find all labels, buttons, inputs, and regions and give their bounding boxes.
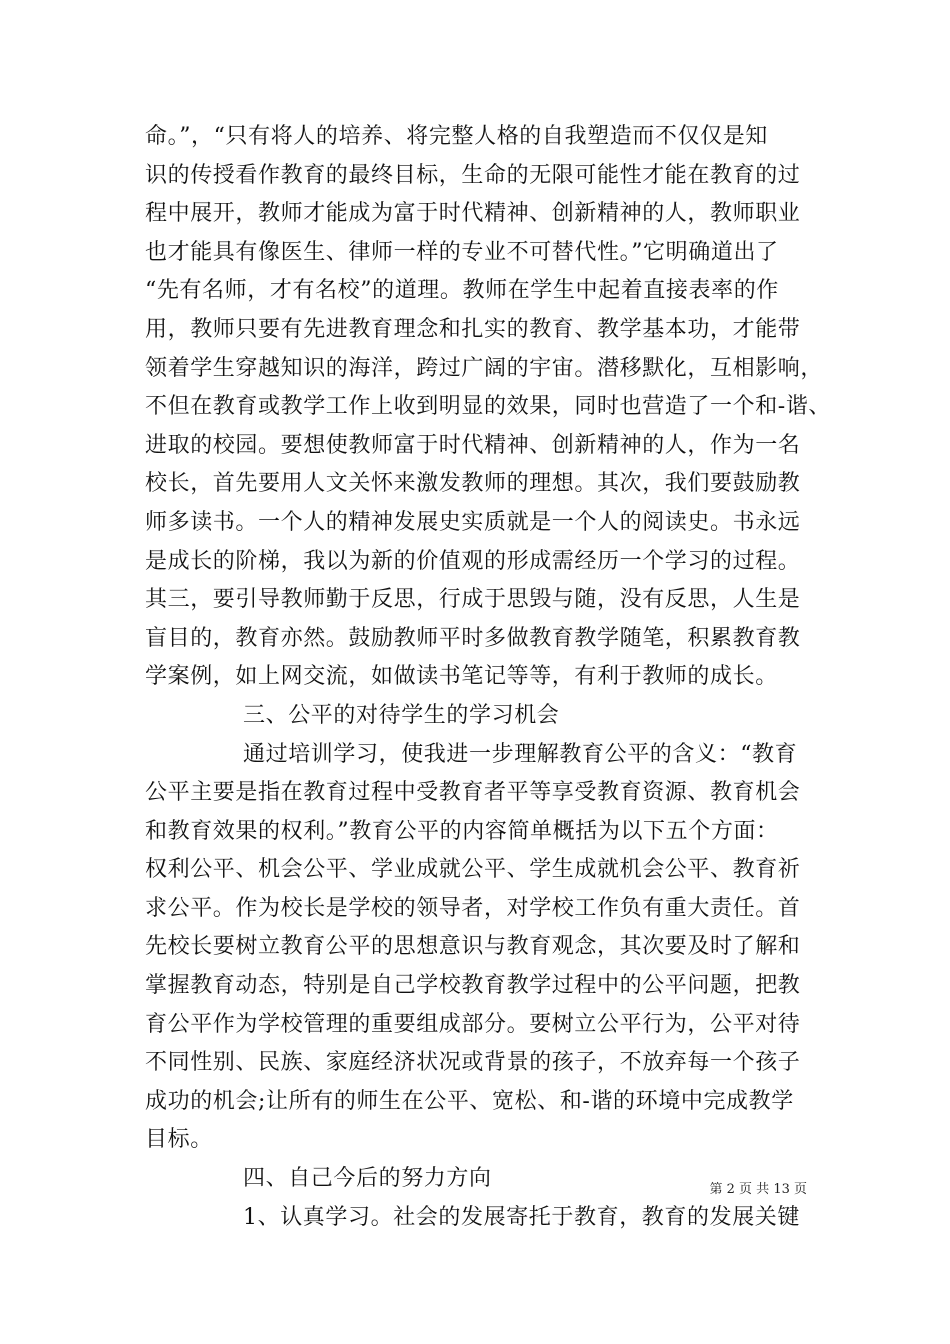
text-line: 程中展开，教师才能成为富于时代精神、创新精神的人，教师职业 bbox=[145, 201, 801, 227]
text-line: 目标。 bbox=[145, 1127, 213, 1153]
text-line: 和教育效果的权利。”教育公平的内容简单概括为以下五个方面： bbox=[145, 818, 779, 844]
text-line: 1、认真学习。社会的发展寄托于教育，教育的发展关键 bbox=[243, 1204, 800, 1230]
text-line: 不同性别、民族、家庭经济状况或背景的孩子，不放弃每一个孩子 bbox=[145, 1050, 801, 1076]
text-line: 通过培训学习，使我进一步理解教育公平的含义：“教育 bbox=[243, 741, 798, 767]
text-line: 不但在教育或教学工作上收到明显的效果，同时也营造了一个和-谐、 bbox=[145, 394, 832, 420]
text-line: 识的传授看作教育的最终目标，生命的无限可能性才能在教育的过 bbox=[145, 162, 801, 188]
body-text bbox=[145, 118, 832, 1237]
text-line: “先有名师，才有名校”的道理。教师在学生中起着直接表率的作 bbox=[145, 278, 779, 304]
text-line: 师多读书。一个人的精神发展史实质就是一个人的阅读史。书永远 bbox=[145, 509, 801, 535]
text-line: 求公平。作为校长是学校的领导者，对学校工作负有重大责任。首 bbox=[145, 895, 801, 921]
text-line: 育公平作为学校管理的重要组成部分。要树立公平行为，公平对待 bbox=[145, 1011, 801, 1037]
text-line: 也才能具有像医生、律师一样的专业不可替代性。”它明确道出了 bbox=[145, 239, 779, 265]
text-line: 学案例，如上网交流，如做读书笔记等等，有利于教师的成长。 bbox=[145, 664, 778, 690]
section-heading-3: 三、公平的对待学生的学习机会 bbox=[243, 702, 560, 728]
page-number: 第 2 页 共 13 页 bbox=[709, 1182, 807, 1197]
text-line: 命。”，“只有将人的培养、将完整人格的自我塑造而不仅仅是知 bbox=[145, 124, 768, 149]
text-line: 用，教师只要有先进教育理念和扎实的教育、教学基本功，才能带 bbox=[145, 316, 801, 342]
text-line: 进取的校园。要想使教师富于时代精神、创新精神的人，作为一名 bbox=[145, 432, 801, 458]
text-line: 校长，首先要用人文关怀来激发教师的理想。其次，我们要鼓励教 bbox=[145, 471, 801, 497]
text-line: 领着学生穿越知识的海洋，跨过广阔的宇宙。潜移默化，互相影响， bbox=[145, 355, 824, 381]
text-line: 先校长要树立教育公平的思想意识与教育观念，其次要及时了解和 bbox=[145, 934, 801, 960]
text-line: 掌握教育动态，特别是自己学校教育教学过程中的公平问题，把教 bbox=[145, 973, 801, 999]
text-line: 盲目的，教育亦然。鼓励教师平时多做教育教学随笔，积累教育教 bbox=[145, 625, 801, 651]
text-line: 其三，要引导教师勤于反思，行成于思毁与随，没有反思，人生是 bbox=[145, 587, 801, 613]
text-line: 权利公平、机会公平、学业成就公平、学生成就机会公平、教育祈 bbox=[145, 857, 801, 883]
text-line: 公平主要是指在教育过程中受教育者平等享受教育资源、教育机会 bbox=[145, 780, 801, 806]
section-heading-4: 四、自己今后的努力方向 bbox=[243, 1166, 492, 1192]
text-line: 成功的机会;让所有的师生在公平、宽松、和-谐的环境中完成教学 bbox=[145, 1088, 794, 1114]
text-line: 是成长的阶梯，我以为新的价值观的形成需经历一个学习的过程。 bbox=[145, 548, 801, 574]
